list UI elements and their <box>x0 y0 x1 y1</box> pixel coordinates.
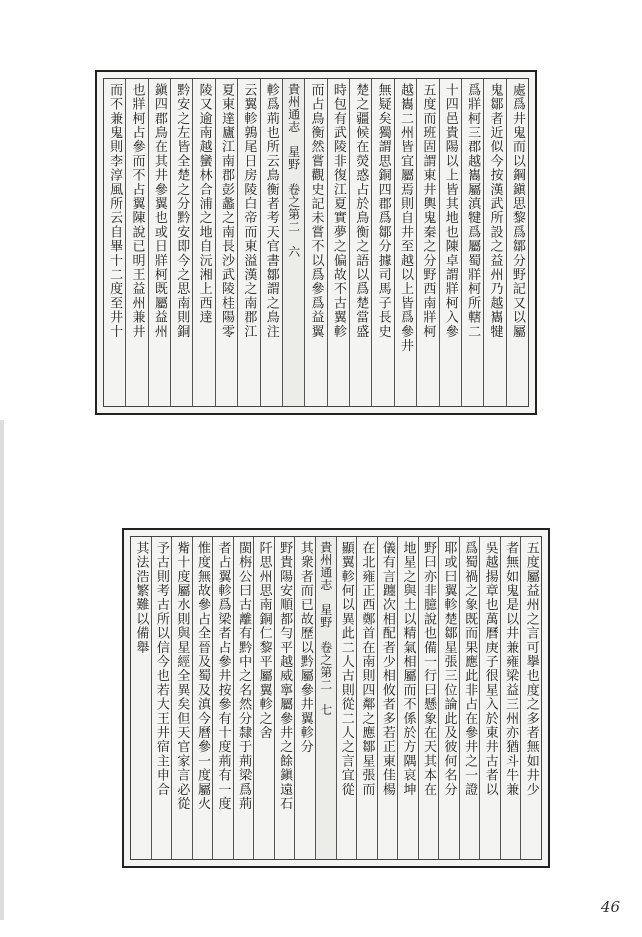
column-text: 楚之疆候在熒惑占於鳥衡之語以爲楚當盛 <box>353 83 369 339</box>
column-text: 五度而班固謂東井輿鬼秦之分野西南牂柯 <box>420 83 436 339</box>
column-text: 無疑矣獨謂思銅四郡爲鄒分據司馬子長史 <box>375 83 391 339</box>
column-text: 其法浩繁難以備舉 <box>133 541 149 655</box>
column-text: 者占翼軫爲梁者占參井按參有十度荊有一度 <box>215 541 231 811</box>
running-header: 貴州通志 星野 卷之第二 七 <box>318 541 333 716</box>
text-column <box>500 537 521 859</box>
column-text: 儀有言躔次相配者少相攸者多若正東佳楊 <box>379 541 395 797</box>
text-column <box>192 537 213 859</box>
column-text: 顯翼軫何以異此二人古則從二人之言宜從 <box>338 541 354 797</box>
column-text: 爲蜀禍之象既而果應此非占在參井之一證 <box>462 541 478 797</box>
column-text: 而不兼鬼則李淳風所云自畢十二度至井十 <box>107 83 123 339</box>
text-column <box>371 79 393 406</box>
text-column <box>125 79 147 406</box>
center-fold-column <box>282 79 304 406</box>
running-header: 貴州通志 星野 卷之第二 六 <box>286 83 301 258</box>
column-text: 者無如鬼是以井兼雍梁益三州亦猶斗牛兼 <box>503 541 519 797</box>
column-text: 阡思州思南銅仁黎平屬翼軫之舍 <box>256 541 272 740</box>
text-column <box>233 537 254 859</box>
column-text: 黔安之左皆全楚之分黔安即今之思南則銅 <box>174 83 190 339</box>
text-column <box>416 79 438 406</box>
text-column <box>148 79 170 406</box>
text-column <box>131 537 151 859</box>
text-column <box>171 537 192 859</box>
column-text: 惟度無故參占全晉及蜀及滇今曆參一度屬火 <box>194 541 210 811</box>
text-column <box>418 537 439 859</box>
top-page <box>95 70 537 415</box>
text-column <box>237 79 259 406</box>
bottom-page-frame <box>130 536 542 860</box>
column-text: 耶或曰翼軫楚鄒星張三位論此及彼何名分 <box>441 541 457 797</box>
column-text: 時包有武陵非復江夏實夢之偏故不古翼軫 <box>330 83 346 339</box>
text-column <box>336 537 357 859</box>
text-column <box>520 537 541 859</box>
text-column <box>294 537 315 859</box>
text-column <box>479 537 500 859</box>
column-text: 野曰亦非臆說也備一行曰懸象在天其本在 <box>420 541 436 797</box>
text-column <box>459 537 480 859</box>
column-text: 越巂二州皆宜屬焉則自井至越以上皆爲參井 <box>397 83 413 353</box>
text-column <box>170 79 192 406</box>
column-text: 其衆者而已故歷以黔屬參井翼軫分 <box>297 541 313 754</box>
column-text: 在北雍正西鄭首在南則四鄰之應鄒星張而 <box>359 541 375 797</box>
column-text: 處爲井鬼而以鋼鎭思黎爲鄒分野記又以屬 <box>509 83 525 339</box>
text-column <box>397 537 418 859</box>
column-text: 五度屬益州之言可擧也度之多者無如井少 <box>523 541 539 797</box>
column-text: 夏東達廬江南郡彭蠡之南長沙武陵桂陽零 <box>218 83 234 339</box>
text-column <box>260 79 282 406</box>
column-text: 軫爲荊也所云鳥衡者考天官書鄒謂之鳥注 <box>263 83 279 339</box>
bottom-page <box>122 528 550 868</box>
column-text: 吳越揚章也萬曆庚子很星入於東井古者以 <box>482 541 498 797</box>
column-text: 予古則考古所以信今也若大王井宿主申合 <box>153 541 169 797</box>
column-text: 野貴陽安順都勻平越威寧屬參井之餘鎭遠石 <box>277 541 293 811</box>
text-column <box>274 537 295 859</box>
page-number: 46 <box>600 898 620 916</box>
center-fold-column <box>315 537 336 859</box>
text-column <box>215 79 237 406</box>
text-column <box>439 79 461 406</box>
scan-edge-shadow <box>0 420 4 920</box>
text-column <box>394 79 416 406</box>
text-column <box>349 79 371 406</box>
column-text: 陵又逾南越蠻林合浦之地自沅湘上西達 <box>196 83 212 325</box>
column-text: 也牂柯占參而不占翼陳說已明王益州兼井 <box>129 83 145 339</box>
column-text: 云翼軫鶉尾日房陵白帝而東溢漢之南郡江 <box>241 83 257 339</box>
column-text: 觜十度屬水則與星經全異矣但天官家言必從 <box>174 541 190 811</box>
column-text: 而占鳥衡然嘗觀史記未嘗不以爲參爲益翼 <box>308 83 324 339</box>
text-column <box>327 79 349 406</box>
column-text: 閩栴公曰古離有黔中之名然分隸于荊梁爲荊 <box>236 541 252 811</box>
text-column <box>356 537 377 859</box>
text-column <box>104 79 125 406</box>
column-text: 鬼鄒者近似今按漢武所設之益州乃越巂犍 <box>487 83 503 339</box>
top-page-columns <box>104 79 528 406</box>
text-column <box>304 79 326 406</box>
text-column <box>212 537 233 859</box>
text-column <box>253 537 274 859</box>
column-text: 十四邑貴陽以上皆其地也陳卓謂牂柯入參 <box>442 83 458 339</box>
column-text: 鎭四郡鳥在其井參翼也或日牂柯既屬益州 <box>151 83 167 339</box>
text-column <box>377 537 398 859</box>
text-column <box>438 537 459 859</box>
text-column <box>192 79 214 406</box>
column-text: 地星之與土以精氣相屬而不係於方隅哀坤 <box>400 541 416 797</box>
text-column <box>483 79 505 406</box>
text-column <box>506 79 528 406</box>
text-column <box>151 537 172 859</box>
top-page-frame <box>103 78 529 407</box>
text-column <box>461 79 483 406</box>
bottom-page-columns <box>131 537 541 859</box>
column-text: 爲牂柯三郡越巂屬滇犍爲屬蜀牂柯所轄二 <box>465 83 481 339</box>
